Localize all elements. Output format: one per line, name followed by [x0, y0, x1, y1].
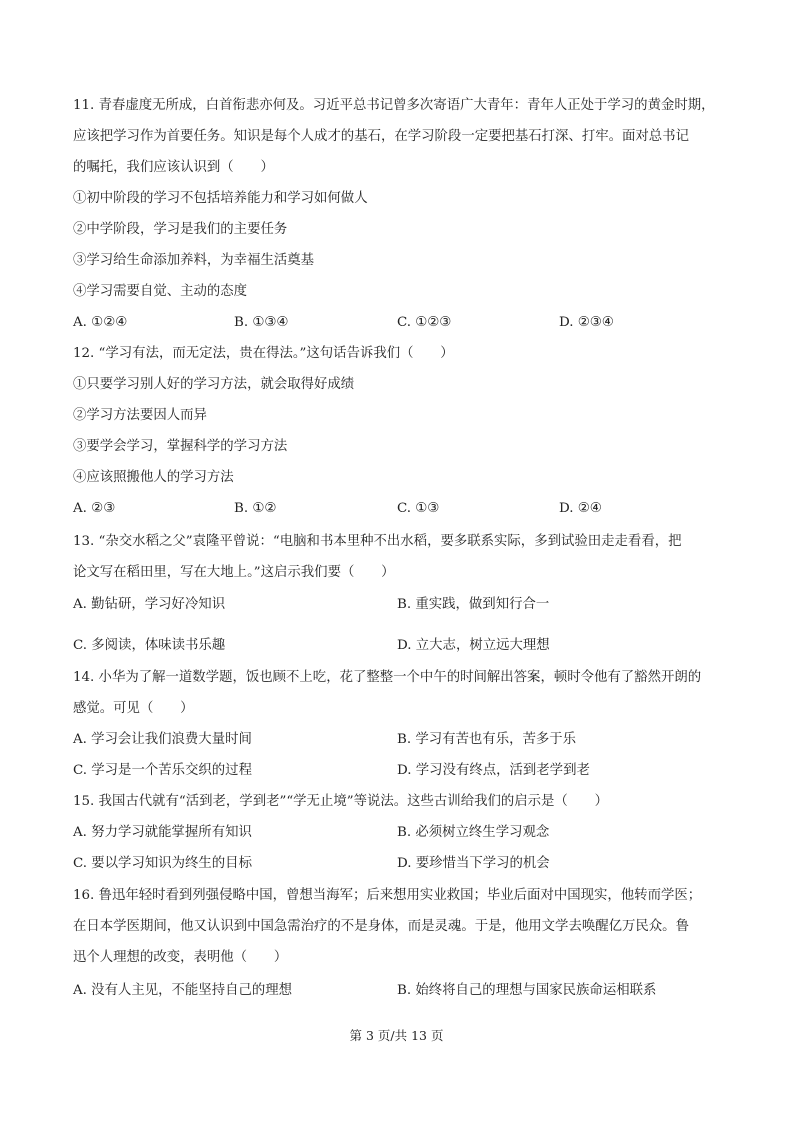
- question-14-option-a: A. 学习会让我们浪费大量时间: [73, 732, 252, 747]
- question-15-line-1: 15. 我国古代就有“活到老，学到老”“学无止境”等说法。这些古训给我们的启示是（ ）: [73, 794, 608, 809]
- question-12-option-b: B. ①②: [234, 501, 277, 516]
- question-11-statement-3: ③学习给生命添加养料，为幸福生活奠基: [73, 253, 315, 268]
- question-11-statement-1: ①初中阶段的学习不包括培养能力和学习如何做人: [73, 191, 368, 206]
- question-11-statement-4: ④学习需要自觉、主动的态度: [73, 284, 248, 299]
- question-11-option-c: C. ①②③: [397, 315, 452, 330]
- question-13-option-a: A. 勤钻研，学习好冷知识: [73, 597, 226, 612]
- question-12-statement-2: ②学习方法要因人而异: [73, 408, 207, 423]
- question-16-line-2: 在日本学医期间，他又认识到中国急需治疗的不是身体，而是灵魂。于是，他用文学去唤醒亿万民众。鲁: [73, 919, 689, 934]
- question-12-option-d: D. ②④: [559, 501, 602, 516]
- question-15-option-b: B. 必须树立终生学习观念: [397, 825, 550, 840]
- question-12-option-a: A. ②③: [73, 501, 116, 516]
- question-11-statement-2: ②中学阶段，学习是我们的主要任务: [73, 222, 288, 237]
- question-11-option-b: B. ①③④: [234, 315, 289, 330]
- question-11-line-1: 11. 青春虚度无所成，白首衔悲亦何及。习近平总书记曾多次寄语广大青年：青年人正处于学习的黄金时期，: [73, 98, 715, 113]
- question-16-option-b: B. 始终将自己的理想与国家民族命运相联系: [397, 983, 657, 998]
- question-14-line-2: 感觉。可见（ ）: [73, 701, 194, 716]
- question-11-line-2: 应该把学习作为首要任务。知识是每个人成才的基石，在学习阶段一定要把基石打深、打牢。面对总书记: [73, 129, 689, 144]
- question-14-option-d: D. 学习没有终点，活到老学到老: [397, 763, 590, 778]
- question-12-statement-3: ③要学会学习，掌握科学的学习方法: [73, 439, 288, 454]
- question-13-line-1: 13. “杂交水稻之父”袁隆平曾说：“电脑和书本里种不出水稻，要多联系实际，多到试验田走走看看，把: [73, 534, 682, 549]
- question-12-statement-1: ①只要学习别人好的学习方法，就会取得好成绩: [73, 377, 355, 392]
- question-13-option-c: C. 多阅读，体味读书乐趣: [73, 638, 226, 653]
- question-11-option-a: A. ①②④: [73, 315, 128, 330]
- question-13-option-b: B. 重实践，做到知行合一: [397, 597, 550, 612]
- question-13-option-d: D. 立大志，树立远大理想: [397, 638, 550, 653]
- question-11-option-d: D. ②③④: [559, 315, 614, 330]
- question-13-line-2: 论文写在稻田里，写在大地上。”这启示我们要（ ）: [73, 565, 395, 580]
- page-number-footer: 第 3 页/共 13 页: [349, 1028, 444, 1043]
- question-16-line-1: 16. 鲁迅年轻时看到列强侵略中国，曾想当海军；后来想用实业救国；毕业后面对中国现实，他转而学医；: [73, 888, 702, 903]
- question-12-line-1: 12. “学习有法，而无定法，贵在得法。”这句话告诉我们（ ）: [73, 346, 454, 361]
- question-15-option-d: D. 要珍惜当下学习的机会: [397, 856, 550, 871]
- question-12-option-c: C. ①③: [397, 501, 440, 516]
- question-16-option-a: A. 没有人主见，不能坚持自己的理想: [73, 983, 293, 998]
- question-15-option-a: A. 努力学习就能掌握所有知识: [73, 825, 252, 840]
- question-14-option-c: C. 学习是一个苦乐交织的过程: [73, 763, 252, 778]
- question-15-option-c: C. 要以学习知识为终生的目标: [73, 856, 252, 871]
- question-14-line-1: 14. 小华为了解一道数学题，饭也顾不上吃，花了整整一个中午的时间解出答案，顿时令他有了豁然开朗的: [73, 670, 702, 685]
- question-16-line-3: 迅个人理想的改变，表明他（ ）: [73, 950, 288, 965]
- question-14-option-b: B. 学习有苦也有乐，苦多于乐: [397, 732, 577, 747]
- question-11-line-3: 的嘱托，我们应该认识到（ ）: [73, 160, 274, 175]
- question-12-statement-4: ④应该照搬他人的学习方法: [73, 470, 234, 485]
